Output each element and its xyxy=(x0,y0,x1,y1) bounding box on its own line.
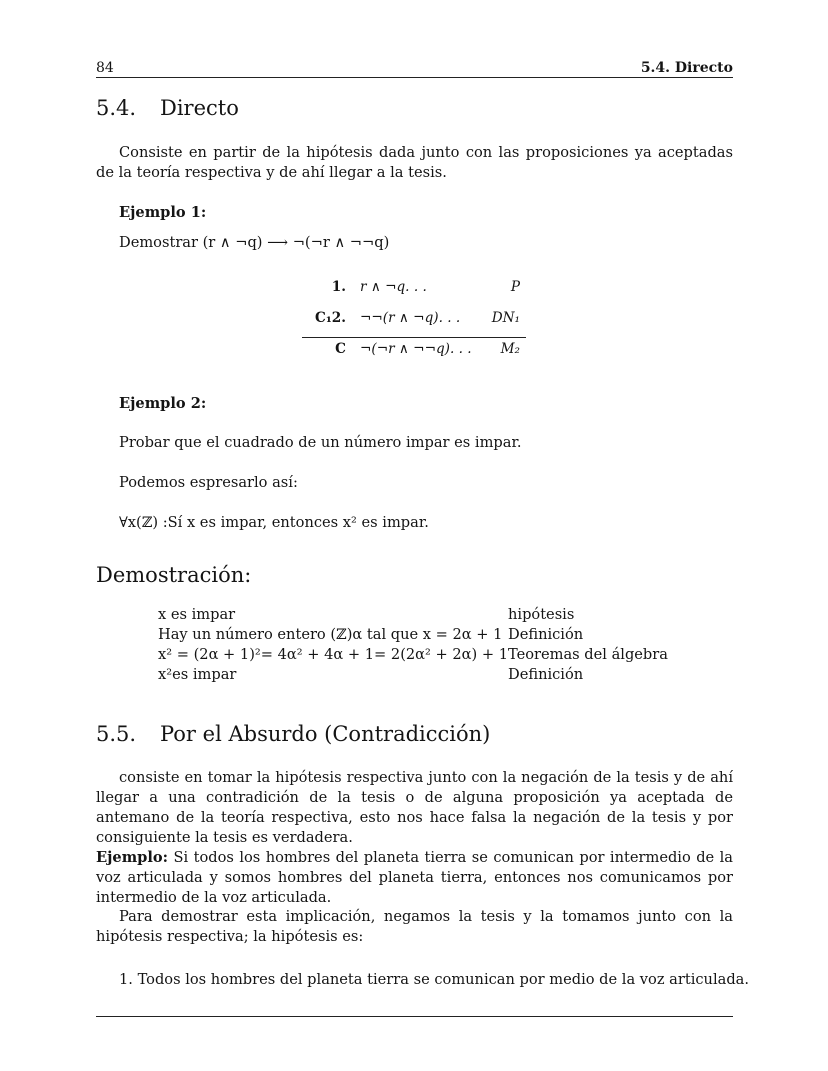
proof-row xyxy=(302,308,526,330)
step-text: x² = (2α + 1)²= 4α² + 4α + 1= 2(2α² + 2α) + 1 xyxy=(158,646,509,663)
proof-formula: ¬(¬r ∧ ¬¬q). . . xyxy=(360,341,472,357)
section-heading-5-4 xyxy=(96,98,239,118)
list-item: 1. Todos los hombres del planeta tierra se comunican por medio de la voz articulada. xyxy=(119,971,749,988)
proof-justification: DN₁ xyxy=(491,310,520,326)
proof-formula: ¬¬(r ∧ ¬q). . . xyxy=(360,310,461,326)
example-2-heading: Ejemplo 2: xyxy=(119,395,207,412)
step-text: Hay un número entero (ℤ)α tal que x = 2α + 1 xyxy=(158,626,503,643)
example-2-formula: ∀x(ℤ) :Sí x es impar, entonces x² es impar. xyxy=(119,514,429,531)
example-1-heading: Ejemplo 1: xyxy=(119,204,207,221)
section-heading-5-5 xyxy=(96,724,490,744)
example-text: Si todos los hombres del planeta tierra se comunican por intermedio de la voz articulada y somos hombres del planeta tierra, entonces nos comunicamos por intermedio de la voz articulada. xyxy=(96,849,734,906)
header-rule xyxy=(96,77,733,78)
step-text: x²es impar xyxy=(158,666,237,683)
example-1-statement: Demostrar (r ∧ ¬q) ⟶ ¬(¬r ∧ ¬¬q) xyxy=(119,234,390,251)
section-title: Directo xyxy=(160,96,239,120)
step-justification: Teoremas del álgebra xyxy=(508,646,668,663)
step-text: x es impar xyxy=(158,606,236,623)
proof-row xyxy=(302,277,526,299)
proof-justification: P xyxy=(510,279,520,295)
page xyxy=(96,0,749,1071)
section-title: Por el Absurdo (Contradicción) xyxy=(160,722,491,746)
page-number: 84 xyxy=(96,60,114,76)
proof-justification: M₂ xyxy=(500,341,520,357)
section-intro-paragraph: Consiste en partir de la hipótesis dada junto con las proposiciones ya aceptadas de la teoría respectiva y de ahí llegar a la tesis. xyxy=(96,144,733,181)
example-paragraph xyxy=(96,848,733,908)
running-title: 5.4. Directo xyxy=(640,60,733,76)
example-2-statement: Probar que el cuadrado de un número impar es impar. xyxy=(119,434,522,451)
proof-formula: r ∧ ¬q. . . xyxy=(360,279,427,295)
proof-row xyxy=(302,339,526,361)
footer-rule xyxy=(96,1016,733,1017)
proof-conclusion-rule xyxy=(302,337,526,338)
proof-step-number: 1. xyxy=(331,279,346,295)
proof-table xyxy=(302,275,526,365)
section-intro-paragraph: consiste en tomar la hipótesis respectiva junto con la negación de la tesis y de ahí llegar a una contradición de la tesis o de alguna proposición ya aceptada de antemano de la teoría respectiva, esto nos hace falsa la negación de la tesis y por consiguiente la tesis es verdadera. xyxy=(96,769,733,846)
section-number: 5.4. xyxy=(96,96,137,120)
demonstration-heading: Demostración: xyxy=(96,563,252,587)
running-header xyxy=(96,58,733,76)
step-justification: Definición xyxy=(508,626,584,643)
section-number: 5.5. xyxy=(96,722,137,746)
example-label: Ejemplo: xyxy=(96,849,168,866)
proof-step-number: C₁2. xyxy=(315,310,346,326)
step-justification: hipótesis xyxy=(508,606,575,623)
example-2-restatement: Podemos espresarlo así: xyxy=(119,474,298,491)
step-justification: Definición xyxy=(508,666,584,683)
proof-step-number: C xyxy=(335,341,346,357)
demonstration-paragraph: Para demostrar esta implicación, negamos la tesis y la tomamos junto con la hipótesis respectiva; la hipótesis es: xyxy=(96,908,733,945)
